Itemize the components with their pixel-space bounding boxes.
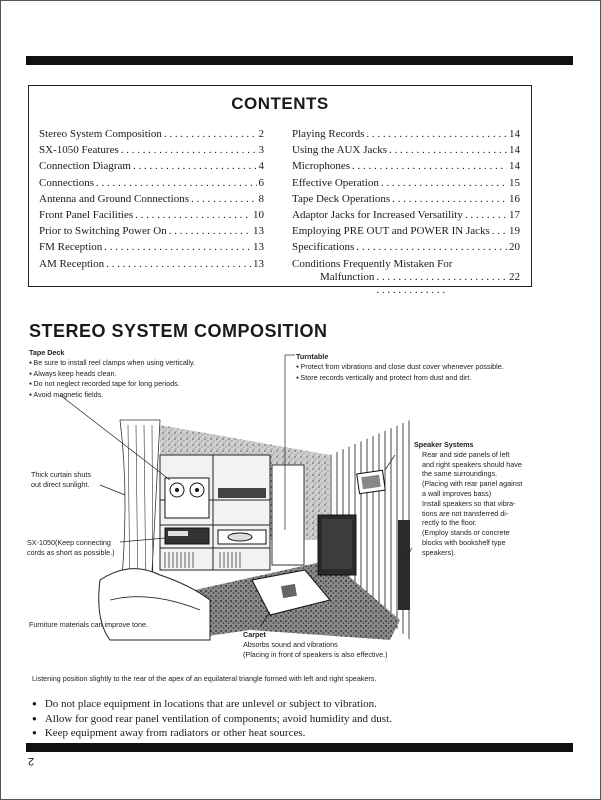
- toc-label: Stereo System Composition: [39, 128, 162, 140]
- toc-page: 13: [253, 241, 264, 254]
- tape-deck-heading: Tape Deck: [29, 348, 65, 357]
- curtain-line: Thick curtain shuts: [31, 470, 91, 479]
- carpet-heading: Carpet: [243, 630, 266, 639]
- turntable-tip: ● Store records vertically and protect from dust and dirt.: [296, 373, 556, 384]
- toc-page: 22: [509, 270, 520, 283]
- turntable-tip: ● Protect from vibrations and close dust cover whenever possible.: [296, 362, 556, 373]
- speaker-line: speakers).: [422, 547, 456, 557]
- section-title: STEREO SYSTEM COMPOSITION: [29, 321, 328, 341]
- toc-label: Effective Operation: [292, 176, 379, 189]
- speaker-line: blocks with bookshelf type: [422, 537, 506, 547]
- carpet-annotation: [243, 630, 463, 659]
- speaker-systems-heading: Speaker Systems: [414, 440, 474, 449]
- toc-label-cont: Malfunction: [320, 270, 375, 283]
- toc-page: 17: [509, 209, 520, 222]
- toc-page: 14: [509, 144, 520, 157]
- sx1050-annotation: [27, 538, 147, 558]
- tip-item: ● Allow for good rear panel ventilation of components; avoid humidity and dust.: [32, 712, 392, 727]
- tape-deck-tip: ● Be sure to install reel clamps when using vertically.: [29, 358, 249, 369]
- turntable-heading: Turntable: [296, 352, 329, 361]
- toc-label: Conditions Frequently Mistaken For: [292, 257, 453, 270]
- toc-label: Specifications: [292, 241, 355, 254]
- contents-title: CONTENTS: [231, 94, 329, 113]
- toc-page: 20: [509, 241, 520, 254]
- toc-page: 13: [253, 225, 264, 238]
- toc-page: 6: [258, 176, 264, 189]
- toc-label: FM Reception: [39, 241, 103, 254]
- speaker-line: rectly to the floor.: [422, 518, 477, 528]
- toc-page: 13: [253, 257, 264, 270]
- toc-page: 2: [258, 128, 264, 140]
- toc-page: 4: [258, 160, 264, 173]
- speaker-line: (Placing with rear panel against: [422, 479, 523, 489]
- toc-page: 8: [258, 192, 264, 205]
- tape-deck-tip: ● Do not neglect recorded tape for long periods.: [29, 379, 249, 390]
- turntable-annotation: [296, 352, 556, 383]
- tape-deck-annotation: [29, 348, 249, 401]
- page-number: 2: [28, 755, 35, 767]
- toc-page: 14: [509, 128, 520, 140]
- toc-label: Microphones: [292, 160, 351, 173]
- furniture-annotation: Furniture materials can improve tone.: [29, 620, 149, 629]
- listening-position-note: Listening position slightly to the rear of the apex of an equilateral triangle formed with left and right speakers.: [32, 674, 377, 683]
- placement-tips: [32, 697, 392, 741]
- tip-item: ● Keep equipment away from radiators or other heat sources.: [32, 726, 392, 741]
- tape-deck-tip: ● Always keep heads clean.: [29, 369, 249, 380]
- carpet-line: (Placing in front of speakers is also effective.): [243, 649, 388, 659]
- curtain-line: out direct sunlight.: [31, 479, 90, 489]
- audio-shelf: [160, 455, 270, 570]
- toc-page: 16: [509, 192, 520, 205]
- speaker-line: tions are not transferred di-: [422, 508, 509, 518]
- tip-item: ● Do not place equipment in locations that are unlevel or subject to vibration.: [32, 697, 392, 712]
- toc-page: 3: [258, 144, 264, 157]
- speaker-right: [398, 520, 410, 610]
- toc-label: Prior to Switching Power On: [39, 225, 167, 238]
- speaker-line: and right speakers should have: [422, 459, 522, 469]
- carpet-line: Absorbs sound and vibrations: [243, 639, 338, 649]
- sx1050-line: cords as short as possible.): [27, 547, 115, 557]
- toc-label: Connection Diagram: [39, 160, 131, 173]
- doorway: [272, 465, 304, 565]
- speaker-line: the same surroundings.: [422, 469, 498, 479]
- toc-label: Employing PRE OUT and POWER IN Jacks: [292, 225, 490, 238]
- toc-page: 15: [509, 176, 520, 189]
- toc-label: Using the AUX Jacks: [292, 144, 388, 157]
- curtain-annotation: [31, 470, 131, 490]
- toc-label: Antenna and Ground Connections: [39, 192, 189, 205]
- speaker-line: Install speakers so that vibra-: [422, 498, 516, 508]
- toc-page: 19: [509, 225, 520, 238]
- speaker-line: a wall improves bass): [422, 488, 492, 498]
- toc-label: Adaptor Jacks for Increased Versatility: [292, 209, 463, 222]
- tape-deck-tip: ● Avoid magnetic fields.: [29, 390, 249, 401]
- bottom-rule: [26, 743, 573, 752]
- toc-label: SX-1050 Features: [39, 144, 119, 157]
- speaker-line: Rear and side panels of left: [422, 449, 510, 459]
- toc-page: 10: [253, 209, 264, 222]
- sx1050-line: SX-1050(Keep connecting: [27, 538, 111, 547]
- toc-label: AM Reception: [39, 257, 105, 270]
- toc-label: Tape Deck Operations: [292, 192, 391, 205]
- speaker-systems-annotation: [414, 440, 564, 558]
- toc-label: Connections: [39, 176, 94, 189]
- toc-page: 14: [509, 160, 520, 173]
- speaker-line: (Employ stands or concrete: [422, 528, 510, 538]
- toc-label: Playing Records: [292, 128, 365, 140]
- toc-label: Front Panel Facilities: [39, 209, 134, 222]
